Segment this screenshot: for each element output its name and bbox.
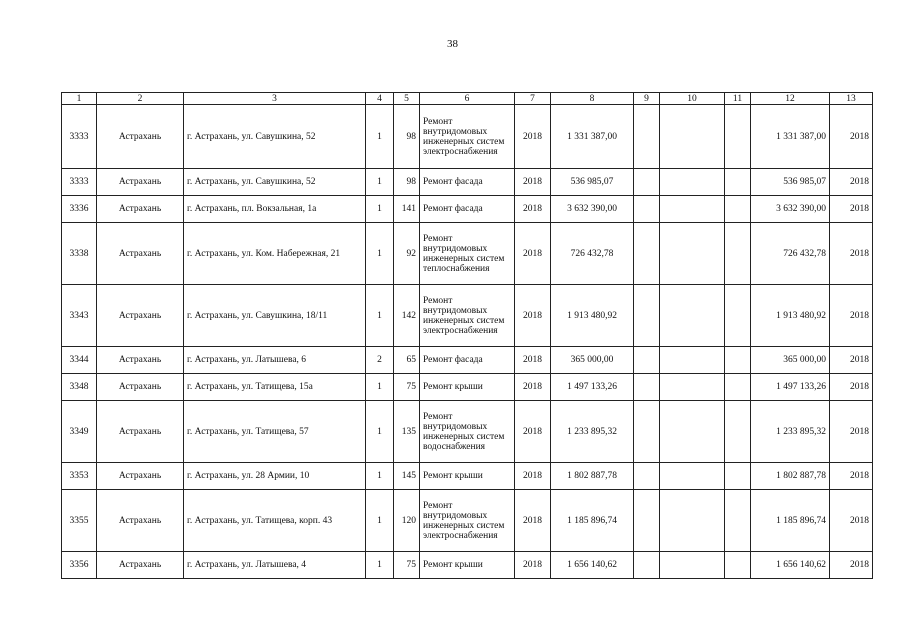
- table-row: [62, 223, 873, 285]
- table-row: [62, 285, 873, 347]
- table-row: [62, 374, 873, 401]
- col-11: [725, 490, 751, 552]
- col-9: [634, 374, 660, 401]
- completion-year: 2018: [830, 401, 873, 463]
- col-11: [725, 401, 751, 463]
- row-id: 3355: [62, 490, 97, 552]
- col-5: 145: [394, 463, 420, 490]
- col-4: 1: [366, 223, 394, 285]
- completion-year: 2018: [830, 105, 873, 169]
- row-id: 3333: [62, 105, 97, 169]
- amount-total: 365 000,00: [751, 347, 830, 374]
- row-id: 3348: [62, 374, 97, 401]
- repair-program-table: [61, 92, 873, 579]
- column-number: 9: [634, 93, 660, 105]
- amount: 1 913 480,92: [551, 285, 634, 347]
- table-row: [62, 490, 873, 552]
- col-5: 75: [394, 552, 420, 579]
- work-type: Ремонт фасада: [420, 196, 515, 223]
- col-10: [660, 463, 725, 490]
- col-4: 1: [366, 196, 394, 223]
- column-number: 13: [830, 93, 873, 105]
- completion-year: 2018: [830, 490, 873, 552]
- work-type: Ремонт крыши: [420, 374, 515, 401]
- col-9: [634, 401, 660, 463]
- column-number: 5: [394, 93, 420, 105]
- amount: 726 432,78: [551, 223, 634, 285]
- col-11: [725, 196, 751, 223]
- year: 2018: [515, 347, 551, 374]
- col-10: [660, 223, 725, 285]
- city: Астрахань: [97, 285, 184, 347]
- address: г. Астрахань, ул. Татищева, 15а: [184, 374, 366, 401]
- column-number: 8: [551, 93, 634, 105]
- column-number: 4: [366, 93, 394, 105]
- col-4: 1: [366, 285, 394, 347]
- col-9: [634, 285, 660, 347]
- table-row: [62, 463, 873, 490]
- year: 2018: [515, 401, 551, 463]
- col-4: 2: [366, 347, 394, 374]
- address: г. Астрахань, ул. Татищева, 57: [184, 401, 366, 463]
- completion-year: 2018: [830, 347, 873, 374]
- year: 2018: [515, 490, 551, 552]
- column-number: 2: [97, 93, 184, 105]
- amount-total: 1 497 133,26: [751, 374, 830, 401]
- col-10: [660, 347, 725, 374]
- col-5: 142: [394, 285, 420, 347]
- row-id: 3343: [62, 285, 97, 347]
- year: 2018: [515, 285, 551, 347]
- city: Астрахань: [97, 169, 184, 196]
- col-10: [660, 169, 725, 196]
- completion-year: 2018: [830, 223, 873, 285]
- col-11: [725, 169, 751, 196]
- address: г. Астрахань, ул. Ком. Набережная, 21: [184, 223, 366, 285]
- col-11: [725, 285, 751, 347]
- amount-total: 1 913 480,92: [751, 285, 830, 347]
- col-11: [725, 347, 751, 374]
- col-5: 98: [394, 105, 420, 169]
- row-id: 3336: [62, 196, 97, 223]
- amount-total: 1 802 887,78: [751, 463, 830, 490]
- year: 2018: [515, 196, 551, 223]
- col-10: [660, 196, 725, 223]
- col-4: 1: [366, 169, 394, 196]
- amount: 1 656 140,62: [551, 552, 634, 579]
- work-type: Ремонт крыши: [420, 463, 515, 490]
- completion-year: 2018: [830, 169, 873, 196]
- city: Астрахань: [97, 105, 184, 169]
- col-4: 1: [366, 552, 394, 579]
- work-type: Ремонт внутридомовых инженерных систем электроснабжения: [420, 105, 515, 169]
- work-type: Ремонт внутридомовых инженерных систем электроснабжения: [420, 490, 515, 552]
- col-5: 98: [394, 169, 420, 196]
- city: Астрахань: [97, 374, 184, 401]
- amount-total: 1 185 896,74: [751, 490, 830, 552]
- row-id: 3349: [62, 401, 97, 463]
- address: г. Астрахань, ул. Латышева, 4: [184, 552, 366, 579]
- col-5: 120: [394, 490, 420, 552]
- year: 2018: [515, 374, 551, 401]
- col-9: [634, 169, 660, 196]
- work-type: Ремонт внутридомовых инженерных систем водоснабжения: [420, 401, 515, 463]
- amount: 1 331 387,00: [551, 105, 634, 169]
- row-id: 3333: [62, 169, 97, 196]
- col-5: 75: [394, 374, 420, 401]
- amount: 1 497 133,26: [551, 374, 634, 401]
- column-number: 10: [660, 93, 725, 105]
- amount-total: 536 985,07: [751, 169, 830, 196]
- col-5: 92: [394, 223, 420, 285]
- column-numbers-row: [62, 93, 873, 105]
- col-4: 1: [366, 401, 394, 463]
- column-number: 7: [515, 93, 551, 105]
- amount: 365 000,00: [551, 347, 634, 374]
- row-id: 3353: [62, 463, 97, 490]
- year: 2018: [515, 223, 551, 285]
- city: Астрахань: [97, 463, 184, 490]
- table-row: [62, 552, 873, 579]
- table-row: [62, 347, 873, 374]
- completion-year: 2018: [830, 552, 873, 579]
- city: Астрахань: [97, 552, 184, 579]
- amount-total: 3 632 390,00: [751, 196, 830, 223]
- city: Астрахань: [97, 490, 184, 552]
- col-9: [634, 223, 660, 285]
- column-number: 12: [751, 93, 830, 105]
- table-row: [62, 401, 873, 463]
- table-row: [62, 196, 873, 223]
- work-type: Ремонт внутридомовых инженерных систем теплоснабжения: [420, 223, 515, 285]
- amount: 3 632 390,00: [551, 196, 634, 223]
- col-11: [725, 105, 751, 169]
- amount: 1 185 896,74: [551, 490, 634, 552]
- year: 2018: [515, 463, 551, 490]
- year: 2018: [515, 169, 551, 196]
- address: г. Астрахань, пл. Вокзальная, 1а: [184, 196, 366, 223]
- col-9: [634, 347, 660, 374]
- amount: 1 233 895,32: [551, 401, 634, 463]
- city: Астрахань: [97, 401, 184, 463]
- city: Астрахань: [97, 223, 184, 285]
- col-11: [725, 223, 751, 285]
- work-type: Ремонт внутридомовых инженерных систем электроснабжения: [420, 285, 515, 347]
- col-4: 1: [366, 105, 394, 169]
- year: 2018: [515, 552, 551, 579]
- col-5: 135: [394, 401, 420, 463]
- address: г. Астрахань, ул. Савушкина, 18/11: [184, 285, 366, 347]
- col-11: [725, 552, 751, 579]
- amount-total: 1 331 387,00: [751, 105, 830, 169]
- address: г. Астрахань, ул. Савушкина, 52: [184, 105, 366, 169]
- address: г. Астрахань, ул. Татищева, корп. 43: [184, 490, 366, 552]
- col-9: [634, 196, 660, 223]
- table-row: [62, 105, 873, 169]
- col-11: [725, 463, 751, 490]
- col-5: 141: [394, 196, 420, 223]
- address: г. Астрахань, ул. Латышева, 6: [184, 347, 366, 374]
- col-4: 1: [366, 374, 394, 401]
- work-type: Ремонт крыши: [420, 552, 515, 579]
- amount-total: 1 656 140,62: [751, 552, 830, 579]
- column-number: 1: [62, 93, 97, 105]
- row-id: 3338: [62, 223, 97, 285]
- col-10: [660, 401, 725, 463]
- col-4: 1: [366, 463, 394, 490]
- col-10: [660, 490, 725, 552]
- col-11: [725, 374, 751, 401]
- address: г. Астрахань, ул. Савушкина, 52: [184, 169, 366, 196]
- column-number: 11: [725, 93, 751, 105]
- column-number: 3: [184, 93, 366, 105]
- col-9: [634, 490, 660, 552]
- completion-year: 2018: [830, 463, 873, 490]
- completion-year: 2018: [830, 196, 873, 223]
- work-type: Ремонт фасада: [420, 169, 515, 196]
- city: Астрахань: [97, 196, 184, 223]
- amount: 536 985,07: [551, 169, 634, 196]
- city: Астрахань: [97, 347, 184, 374]
- col-10: [660, 374, 725, 401]
- address: г. Астрахань, ул. 28 Армии, 10: [184, 463, 366, 490]
- row-id: 3356: [62, 552, 97, 579]
- amount-total: 1 233 895,32: [751, 401, 830, 463]
- completion-year: 2018: [830, 285, 873, 347]
- column-number: 6: [420, 93, 515, 105]
- year: 2018: [515, 105, 551, 169]
- completion-year: 2018: [830, 374, 873, 401]
- amount-total: 726 432,78: [751, 223, 830, 285]
- col-4: 1: [366, 490, 394, 552]
- col-9: [634, 463, 660, 490]
- amount: 1 802 887,78: [551, 463, 634, 490]
- col-10: [660, 552, 725, 579]
- work-type: Ремонт фасада: [420, 347, 515, 374]
- col-10: [660, 105, 725, 169]
- row-id: 3344: [62, 347, 97, 374]
- table-row: [62, 169, 873, 196]
- col-9: [634, 552, 660, 579]
- col-5: 65: [394, 347, 420, 374]
- page-number: 38: [447, 38, 458, 50]
- col-9: [634, 105, 660, 169]
- col-10: [660, 285, 725, 347]
